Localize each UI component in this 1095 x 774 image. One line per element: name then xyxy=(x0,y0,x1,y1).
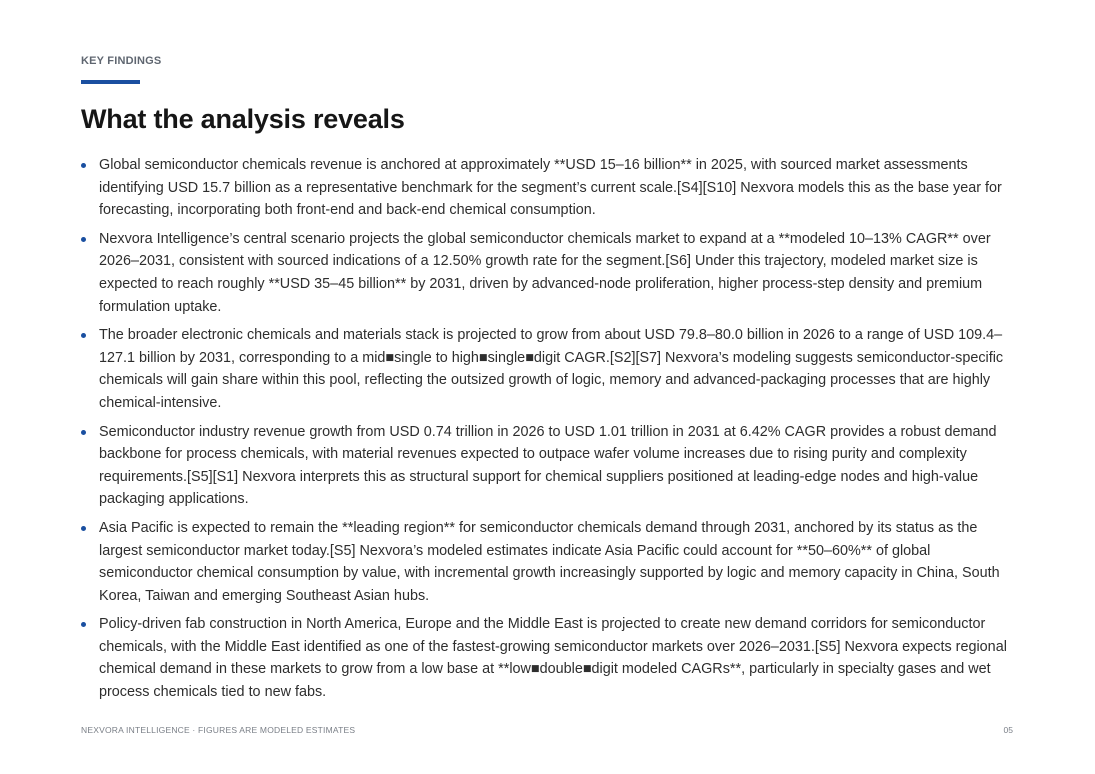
accent-bar xyxy=(81,80,140,84)
finding-item xyxy=(81,228,1013,318)
finding-text: Global semiconductor chemicals revenue is anchored at approximately **USD 15–16 billion** in 2025, with sourced market assessments identifying USD 15.7 billion as a representative benchmark for the segment’s current scale.[S4][S10] Nexvora models this as the base year for forecasting, incorporating both front-end and back-end chemical consumption. xyxy=(99,157,1002,219)
section-eyebrow: KEY FINDINGS xyxy=(81,55,162,67)
bullet-dot xyxy=(81,237,86,242)
finding-text: Nexvora Intelligence’s central scenario projects the global semiconductor chemicals market to expand at a **modeled 10–13% CAGR** over 2026–2031, consistent with sourced indications of a 12.50% growth rate for the segment.[S6] Under this trajectory, modeled market size is expected to reach roughly **USD 35–45 billion** by 2031, driven by advanced-node proliferation, higher process-step density and premium formulation uptake. xyxy=(99,230,991,315)
finding-text: Semiconductor industry revenue growth from USD 0.74 trillion in 2026 to USD 1.01 trillion in 2031 at 6.42% CAGR provides a robust demand backbone for process chemicals, with material revenues expected to outpace wafer volume increases due to rising purity and complexity requirements.[S5][S1] Nexvora interprets this as structural support for chemical suppliers positioned at leading-edge nodes and high-value packaging applications. xyxy=(99,423,997,508)
bullet-dot xyxy=(81,333,86,338)
bullet-dot xyxy=(81,526,86,531)
finding-text: Policy-driven fab construction in North America, Europe and the Middle East is projected to create new demand corridors for semiconductor chemicals, with the Middle East identified as one of the fastest-growing semiconductor markets over 2026–2031.[S5] Nexvora expects regional chemical demand in these markets to grow from a low base at **low■double■digit modeled CAGRs**, particularly in specialty gases and wet process chemicals tied to new fabs. xyxy=(99,616,1007,701)
page-number: 05 xyxy=(1003,725,1013,735)
finding-item xyxy=(81,421,1013,511)
bullet-dot xyxy=(81,430,86,435)
finding-text: Asia Pacific is expected to remain the **leading region** for semiconductor chemicals demand through 2031, anchored by its status as the largest semiconductor market today.[S5] Nexvora’s modeled estimates indicate Asia Pacific could account for **50–60%** of global semiconductor chemical consumption by value, with incremental growth increasingly supported by logic and memory capacity in China, South Korea, Taiwan and emerging Southeast Asian hubs. xyxy=(99,519,1000,604)
report-page xyxy=(81,0,1013,774)
footer-source-note: NEXVORA INTELLIGENCE · FIGURES ARE MODELED ESTIMATES xyxy=(81,725,356,735)
bullet-dot xyxy=(81,163,86,168)
bullet-dot xyxy=(81,622,86,627)
finding-item xyxy=(81,154,1013,222)
page-title: What the analysis reveals xyxy=(81,104,405,134)
finding-item xyxy=(81,517,1013,607)
findings-list xyxy=(81,154,1013,710)
finding-text: The broader electronic chemicals and materials stack is projected to grow from about USD 79.8–80.0 billion in 2026 to a range of USD 109.4–127.1 billion by 2031, corresponding to a mid■single to high■single■digit CAGR.[S2][S7] Nexvora’s modeling suggests semiconductor-specific chemicals will gain share within this pool, reflecting the outsized growth of logic, memory and advanced-packaging processes that are highly chemical-intensive. xyxy=(99,327,1004,411)
finding-item xyxy=(81,613,1013,703)
finding-item xyxy=(81,324,1013,414)
